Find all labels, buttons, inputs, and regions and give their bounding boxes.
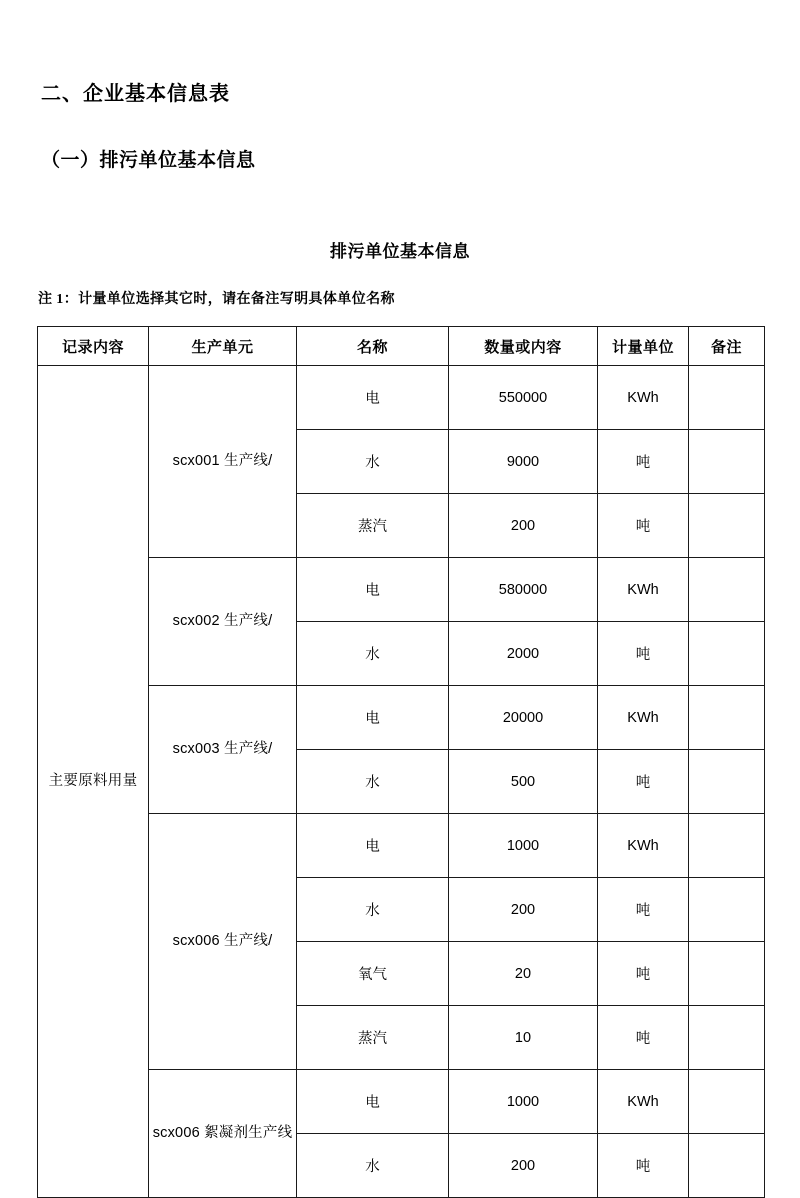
- column-header-remark: 备注: [689, 327, 765, 366]
- measure-unit-cell: 吨: [598, 1006, 689, 1070]
- quantity-cell: 20: [449, 942, 598, 1006]
- measure-unit-cell: 吨: [598, 878, 689, 942]
- name-cell: 电: [297, 1070, 449, 1134]
- measure-unit-cell: 吨: [598, 430, 689, 494]
- production-unit-cell: scx001 生产线/: [149, 366, 297, 558]
- info-table-wrapper: [37, 326, 764, 1198]
- quantity-cell: 200: [449, 494, 598, 558]
- quantity-cell: 20000: [449, 686, 598, 750]
- production-unit-cell: scx006 生产线/: [149, 814, 297, 1070]
- remark-cell: [689, 1134, 765, 1198]
- production-unit-cell: scx003 生产线/: [149, 686, 297, 814]
- measure-unit-cell: KWh: [598, 366, 689, 430]
- basic-info-table: [37, 326, 765, 1198]
- table-note: 注 1：计量单位选择其它时，请在备注写明具体单位名称: [38, 292, 395, 307]
- name-cell: 水: [297, 430, 449, 494]
- name-cell: 电: [297, 366, 449, 430]
- name-cell: 水: [297, 878, 449, 942]
- measure-unit-cell: KWh: [598, 814, 689, 878]
- remark-cell: [689, 814, 765, 878]
- quantity-cell: 10: [449, 1006, 598, 1070]
- name-cell: 电: [297, 686, 449, 750]
- column-header-measure-unit: 计量单位: [598, 327, 689, 366]
- name-cell: 电: [297, 814, 449, 878]
- subsection-heading: （一）排污单位基本信息: [41, 150, 256, 171]
- column-header-name: 名称: [297, 327, 449, 366]
- quantity-cell: 200: [449, 1134, 598, 1198]
- remark-cell: [689, 942, 765, 1006]
- measure-unit-cell: 吨: [598, 750, 689, 814]
- column-header-production-unit: 生产单元: [149, 327, 297, 366]
- measure-unit-cell: KWh: [598, 686, 689, 750]
- remark-cell: [689, 366, 765, 430]
- remark-cell: [689, 686, 765, 750]
- measure-unit-cell: 吨: [598, 494, 689, 558]
- column-header-record-content: 记录内容: [38, 327, 149, 366]
- table-row: [38, 366, 765, 430]
- remark-cell: [689, 430, 765, 494]
- name-cell: 水: [297, 622, 449, 686]
- remark-cell: [689, 750, 765, 814]
- name-cell: 电: [297, 558, 449, 622]
- quantity-cell: 1000: [449, 814, 598, 878]
- name-cell: 蒸汽: [297, 1006, 449, 1070]
- table-header-row: [38, 327, 765, 366]
- table-body: [38, 366, 765, 1198]
- remark-cell: [689, 878, 765, 942]
- remark-cell: [689, 558, 765, 622]
- table-title: 排污单位基本信息: [330, 242, 470, 261]
- remark-cell: [689, 622, 765, 686]
- production-unit-cell: scx006 絮凝剂生产线: [149, 1070, 297, 1198]
- measure-unit-cell: KWh: [598, 558, 689, 622]
- record-content-cell: 主要原料用量: [38, 366, 149, 1198]
- quantity-cell: 2000: [449, 622, 598, 686]
- page-title: 二、企业基本信息表: [41, 83, 230, 105]
- measure-unit-cell: KWh: [598, 1070, 689, 1134]
- name-cell: 水: [297, 1134, 449, 1198]
- quantity-cell: 580000: [449, 558, 598, 622]
- quantity-cell: 1000: [449, 1070, 598, 1134]
- quantity-cell: 200: [449, 878, 598, 942]
- quantity-cell: 550000: [449, 366, 598, 430]
- name-cell: 蒸汽: [297, 494, 449, 558]
- remark-cell: [689, 1006, 765, 1070]
- quantity-cell: 9000: [449, 430, 598, 494]
- remark-cell: [689, 1070, 765, 1134]
- quantity-cell: 500: [449, 750, 598, 814]
- production-unit-cell: scx002 生产线/: [149, 558, 297, 686]
- name-cell: 氧气: [297, 942, 449, 1006]
- table-head: [38, 327, 765, 366]
- name-cell: 水: [297, 750, 449, 814]
- measure-unit-cell: 吨: [598, 942, 689, 1006]
- remark-cell: [689, 494, 765, 558]
- measure-unit-cell: 吨: [598, 1134, 689, 1198]
- measure-unit-cell: 吨: [598, 622, 689, 686]
- column-header-quantity: 数量或内容: [449, 327, 598, 366]
